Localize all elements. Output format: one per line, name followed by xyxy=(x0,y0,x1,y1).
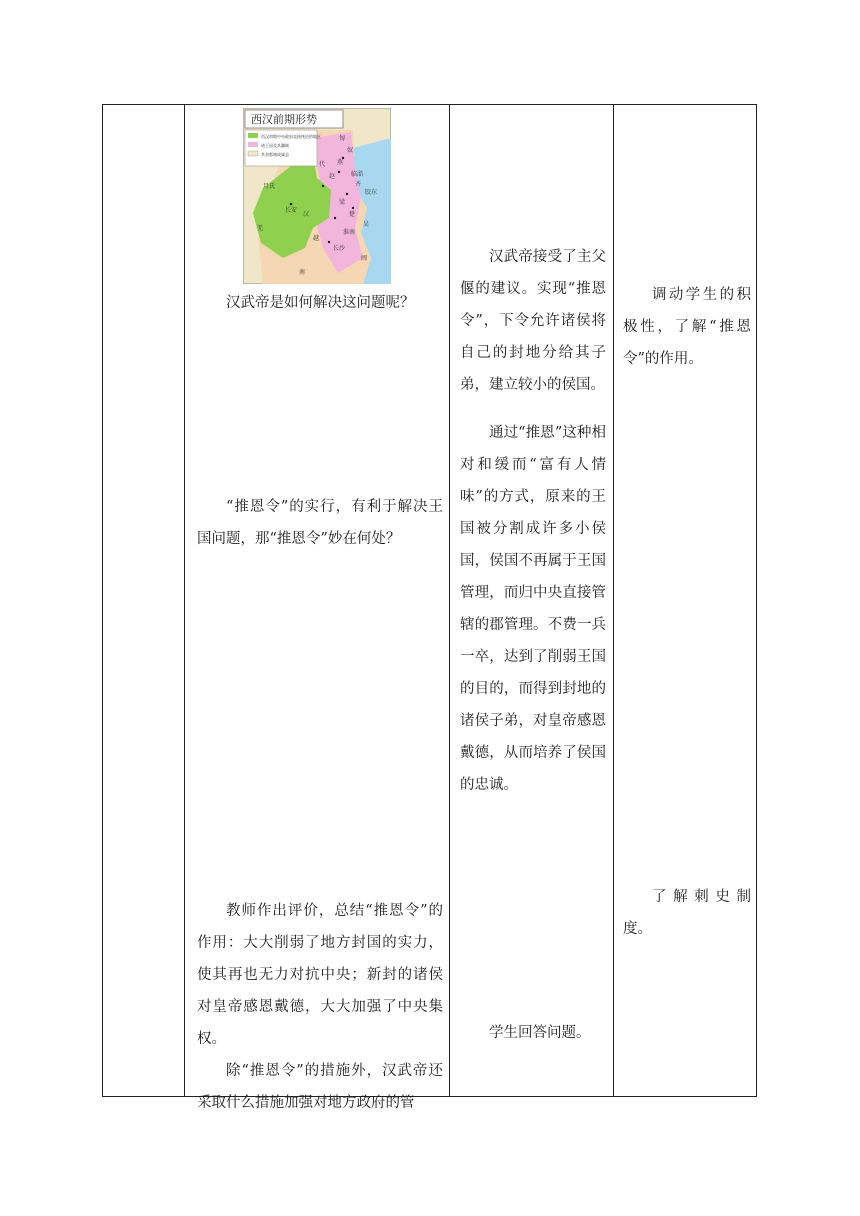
map-label: 月氏 xyxy=(263,183,276,190)
map-legend-other: 其余都城或属县 xyxy=(261,152,289,157)
map-legend-central: 西汉初期中央政府直接统治的地区 xyxy=(261,134,321,139)
design-intent-2: 了解刺史制度。 xyxy=(623,889,751,937)
map-label: 胶东 xyxy=(365,189,378,196)
question-2: “推恩令”的实行，有利于解决王国问题，那“推恩令”妙在何处？ xyxy=(197,499,443,547)
map-legend-kingdoms: 诸王国及其疆域 xyxy=(261,143,289,148)
lesson-table xyxy=(102,104,757,1111)
teacher-summary: 教师作出评价，总结“推恩令”的作用：大大削弱了地方封国的实力，使其再也无力对抗中央；新封的诸侯对皇帝感恩戴德，大大加强了中央集权。 除“推恩令”的措施外，汉武帝还采取什么措施加强对地方政府的管 xyxy=(197,903,443,1111)
map-label: 代 xyxy=(319,161,326,168)
map-label: 淮南 xyxy=(343,229,356,236)
design-intent-1: 调动学生的积极性，了解“推恩令”的作用。 xyxy=(623,287,751,367)
student-answer-3: 学生回答问题。 xyxy=(489,1025,591,1041)
column-divider xyxy=(449,105,450,1096)
map-label: 长沙 xyxy=(333,245,346,252)
map-label: 临淄 xyxy=(351,171,364,178)
map-label: 奴 xyxy=(347,147,354,154)
map-label: 长安 xyxy=(285,207,298,214)
student-answer-1: 汉武帝接受了主父偃的建议。实现“推恩令”，下令允许诸侯将自己的封地分给其子弟，建立较小的侯国。 xyxy=(460,249,606,393)
question-1: 汉武帝是如何解决这问题呢？ xyxy=(226,295,415,311)
map-label: 羌 xyxy=(257,225,264,232)
column-divider xyxy=(613,105,614,1096)
column-divider xyxy=(184,105,185,1096)
map-label: 越 xyxy=(313,235,320,242)
map-label: 闽 xyxy=(361,255,368,262)
map-label: 匈 xyxy=(339,135,346,142)
map-label: 燕 xyxy=(337,159,344,166)
map-label: 梁 xyxy=(339,199,346,206)
map-label: 汉 xyxy=(303,211,310,218)
map-label: 楚 xyxy=(349,211,356,218)
map-label: 齐 xyxy=(355,181,362,188)
map-label: 吴 xyxy=(363,221,370,228)
map-label: 南 xyxy=(299,269,306,276)
map-label: 赵 xyxy=(329,173,336,180)
map-title: 西汉前期形势 xyxy=(251,113,317,126)
student-answer-2: 通过“推恩”这种相对和缓而“富有人情味”的方式，原来的王国被分割成许多小侯国，侯国不再属于王国管理，而归中央直接管辖的郡管理。不费一兵一卒，达到了削弱王国的目的，而得到封地的诸侯子弟，对皇帝感恩戴德，从而培养了侯国的忠诚。 xyxy=(460,425,606,793)
western-han-map xyxy=(243,108,391,284)
